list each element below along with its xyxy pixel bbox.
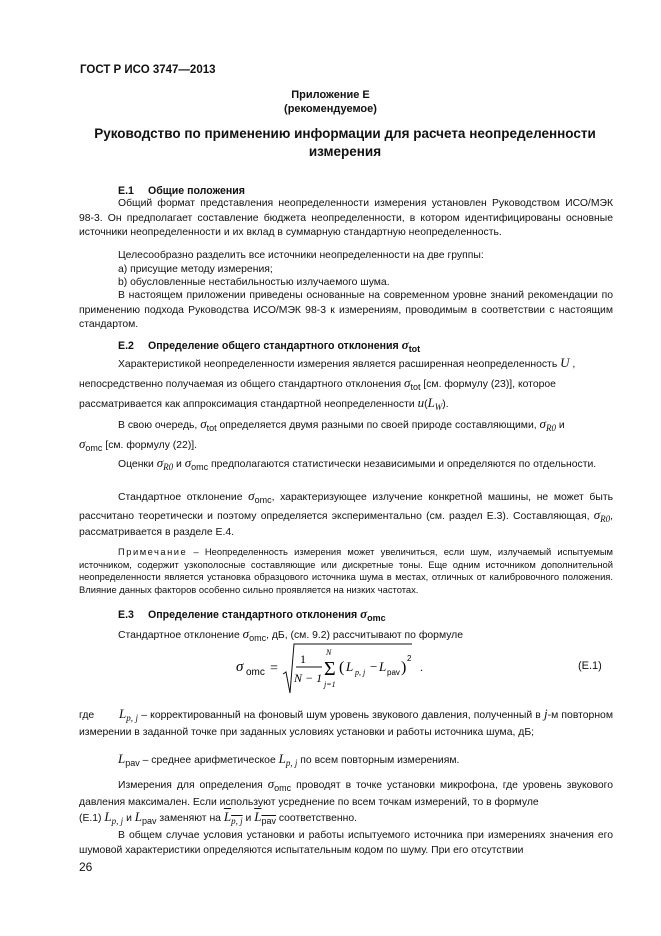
list-item: b) обусловленные нестабильностью излучаемого шума. — [118, 277, 390, 288]
annex-type: (рекомендуемое) — [284, 103, 377, 115]
annex-title: Приложение Е — [291, 89, 370, 101]
section-heading-e1: Е.1 Общие положения — [118, 185, 245, 197]
paragraph: Целесообразно разделить все источники неопределенности на две группы: — [118, 250, 484, 261]
equation-number: (Е.1) — [578, 660, 602, 672]
paragraph: Общий формат представления неопределенности измерения установлен Руководством ИСО/МЭК 98-3. Он предполагает составление бюджета неопределенности, в котором идентифицированы основные источники неопределенности и их вклад в суммарную стандартную неопределенность. — [79, 198, 613, 239]
page-number: 26 — [79, 860, 93, 874]
sigma-symbol: σ — [236, 659, 244, 675]
minus-sign: − — [370, 659, 378, 674]
paragraph: В настоящем приложении приведены основанные на современном уровне знаний рекомендации по применению подхода Руководства ИСО/МЭК 98-3 к измерениям, проводимым в соответствии с настоящим стандартом. — [79, 290, 613, 331]
paragraph: σomc [см. формулу (22)]. — [79, 436, 198, 453]
exponent: 2 — [407, 654, 412, 663]
equals-sign: = — [270, 661, 278, 676]
period: . — [420, 660, 423, 674]
L-symbol: L — [379, 659, 387, 674]
paragraph: Измерения для определения σomc проводят в точке установки микрофона, где уровень звукового давления максимален. Если используют усреднение по всем точкам измерений, то в формуле — [79, 776, 613, 808]
formula-e1 — [236, 640, 436, 696]
section-heading-e2: Е.2 Определение общего стандартного отклонения $\sigma_{tot}$ — [118, 337, 421, 354]
numerator-one: 1 — [300, 652, 306, 666]
paragraph: Стандартное отклонение σomc, дБ, (см. 9.2) рассчитывают по формуле — [118, 626, 464, 643]
close-paren: ) — [401, 659, 407, 676]
sum-symbol: Σ — [324, 658, 336, 680]
sum-lower-limit: j=1 — [324, 680, 336, 689]
pav-subscript: pav — [387, 668, 400, 677]
paragraph: непосредственно получаемая из общего стандартного отклонения σtot [см. формулу (23)], которое — [79, 375, 556, 392]
standard-header: ГОСТ Р ИСО 3747—2013 — [80, 64, 216, 76]
list-item: a) присущие методу измерения; — [118, 264, 273, 275]
paragraph: рассматривается как аппроксимация стандартной неопределенности u(LW). — [79, 395, 449, 412]
paragraph: Стандартное отклонение σomc, характеризующее излучение конкретной машины, не может быть рассчитано теоретически и поэтому определяется экспериментально (см. раздел Е.3). Составляющая, σR0, рассматривается в разделе Е.4. — [79, 488, 613, 539]
L-symbol: L — [346, 659, 354, 674]
open-paren: ( — [339, 659, 345, 676]
definition: где Lp, j – корректированный на фоновый шум уровень звукового давления, полученный в j-м повторном измерении в заданной точке при заданных условиях установки и работы источника шума, дБ; — [79, 706, 613, 738]
note: Примечание – Неопределенность измерения может увеличиться, если шум, излучаемый испытуемым источником, содержит узкополосные составляющие или дискретные тоны. Еще одним источником дополнительной неопределенности является установка образцового источника шума в местах, отличных от калибровочного положения. Влияние данных факторов особенно сильно проявляется на низких частотах. — [79, 546, 613, 595]
section-heading-e3: Е.3 Определение стандартного отклонения $\sigma_{omc}$ — [118, 606, 386, 623]
omc-subscript: omc — [246, 667, 265, 678]
paragraph: Характеристикой неопределенности измерения является расширенная неопределенность U , — [118, 355, 576, 370]
page-title: Руководство по применению информации для расчета неопределенности измерения — [94, 126, 596, 159]
paragraph: В свою очередь, σtot определяется двумя разными по своей природе составляющими, σR0 и — [118, 416, 565, 433]
pj-subscript: p, j — [355, 668, 366, 677]
definition: Lpav – среднее арифметическое Lp, j по всем повторным измерениям. — [118, 751, 460, 768]
sum-upper-limit: N — [326, 648, 332, 657]
paragraph: (Е.1) Lp, j и Lpav заменяют на Lp, j и Lpav соответственно. — [79, 809, 358, 826]
paragraph: Оценки σR0 и σomc предполагаются статистически независимыми и определяются по отдельности. — [118, 455, 597, 472]
denominator: N − 1 — [294, 671, 323, 685]
paragraph: В общем случае условия установки и работы испытуемого источника при измерениях значения его шумовой характеристики определяются испытательным кодом по шуму. При его отсутствии — [79, 830, 613, 856]
